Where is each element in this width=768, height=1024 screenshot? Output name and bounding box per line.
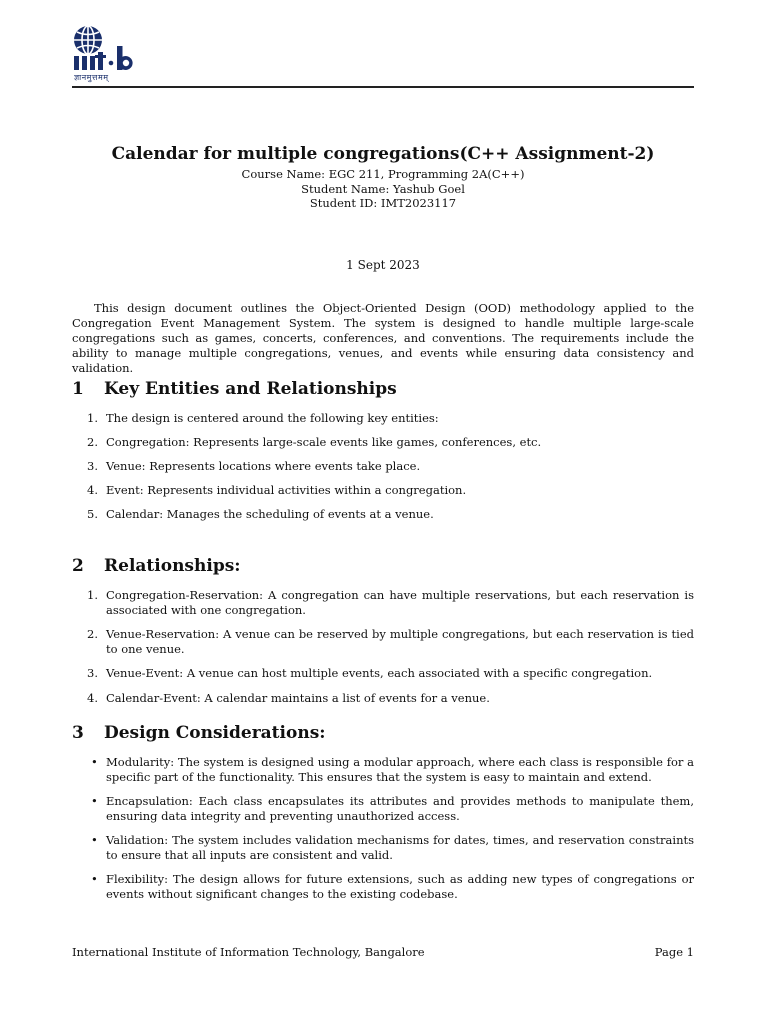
bullet-list: [72, 755, 694, 901]
section-key-entities: [72, 379, 694, 522]
abstract-paragraph: This design document outlines the Object-Oriented Design (OOD) methodology applied to the Congregation Event Management System. The system is designed to handle multiple large-scale congregations such as games, concerts, conferences, and conventions. The requirements include the ability to manage multiple congregations, venues, and events while ensuring data consistency and validation.: [72, 301, 694, 375]
section-number: 3: [72, 723, 84, 743]
list-item: 2. Venue-Reservation: A venue can be reserved by multiple congregations, but each reservation is tied to one venue.: [87, 627, 694, 656]
document-date: 1 Sept 2023: [346, 258, 420, 272]
list-item: 3. Venue: Represents locations where events take place.: [87, 459, 421, 473]
section-heading: [72, 723, 694, 743]
course-name: Course Name: EGC 211, Programming 2A(C++): [241, 167, 525, 181]
document-title: Calendar for multiple congregations(C++ Assignment-2): [111, 144, 655, 164]
list-item: 4. Event: Represents individual activities within a congregation.: [87, 483, 467, 497]
student-name: Student Name: Yashub Goel: [301, 181, 465, 196]
page-number: Page 1: [654, 945, 694, 959]
section-heading: [72, 379, 694, 399]
page-footer: [72, 945, 694, 959]
section-number: 1: [72, 379, 84, 399]
page-header: [72, 24, 694, 88]
footer-institution: International Institute of Information Technology, Bangalore: [72, 945, 425, 959]
section-title: Key Entities and Relationships: [104, 379, 397, 399]
list-item: 4. Calendar-Event: A calendar maintains a list of events for a venue.: [87, 690, 490, 705]
student-id: Student ID: IMT2023117: [309, 196, 457, 210]
list-item: • Flexibility: The design allows for future extensions, such as adding new types of congregations or events without significant changes to the existing codebase.: [91, 872, 694, 901]
list-item: 1. The design is centered around the following key entities:: [87, 411, 439, 425]
list-item: • Encapsulation: Each class encapsulates its attributes and provides methods to manipulate them, ensuring data integrity and preventing unauthorized access.: [91, 794, 694, 823]
numbered-list: [72, 411, 694, 522]
list-item: 5. Calendar: Manages the scheduling of events at a venue.: [87, 507, 434, 521]
numbered-list: [72, 588, 694, 705]
section-heading: [72, 556, 694, 576]
list-item: 1. Congregation-Reservation: A congregation can have multiple reservations, but each reservation is associated with one congregation.: [87, 588, 694, 617]
header-rule: [72, 86, 694, 88]
list-item: 3. Venue-Event: A venue can host multiple events, each associated with a specific congregation.: [87, 666, 653, 680]
logo-tagline: ज्ञानमुत्तमम्: [74, 73, 109, 82]
list-item: 2. Congregation: Represents large-scale events like games, conferences, etc.: [87, 435, 542, 449]
section-number: 2: [72, 556, 84, 576]
title-block: [72, 144, 694, 211]
section-title: Relationships:: [104, 556, 241, 576]
section-design-considerations: [72, 723, 694, 901]
list-item: • Modularity: The system is designed using a modular approach, where each class is responsible for a specific part of the functionality. This ensures that the system is easy to maintain and extend.: [91, 755, 694, 784]
list-item: • Validation: The system includes validation mechanisms for dates, times, and reservation constraints to ensure that all inputs are consistent and valid.: [91, 833, 694, 862]
section-relationships: [72, 556, 694, 705]
section-title: Design Considerations:: [104, 723, 326, 743]
